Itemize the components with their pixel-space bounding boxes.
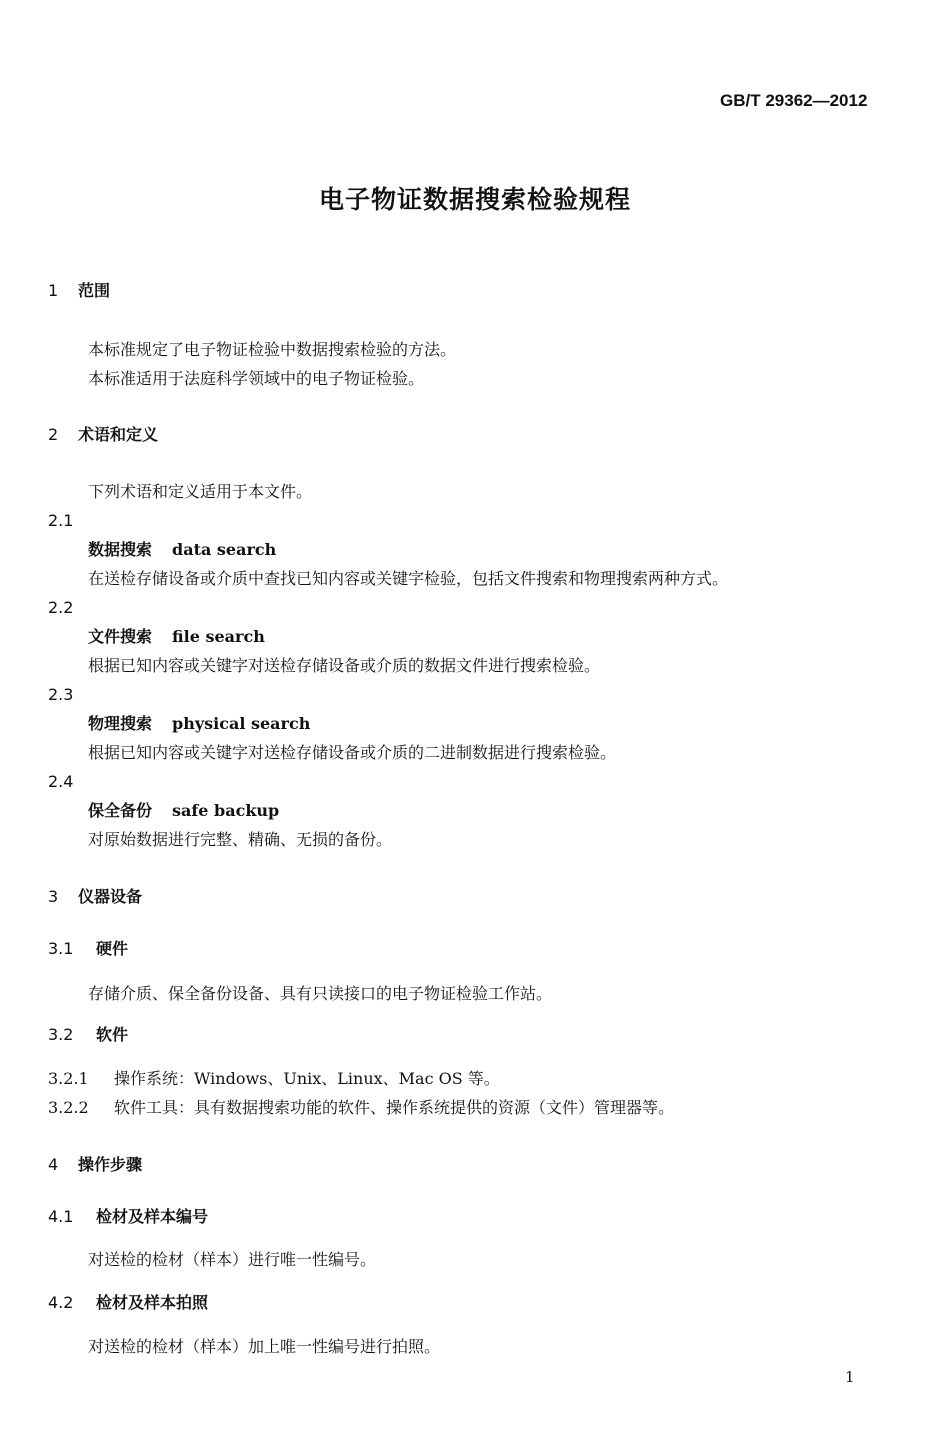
- subsection-4-1-heading: [48, 1209, 208, 1225]
- section-title: 术语和定义: [78, 425, 159, 444]
- section-number: 1: [48, 281, 59, 300]
- term-definition: 根据已知内容或关键字对送检存储设备或介质的二进制数据进行搜索检验。: [88, 743, 617, 762]
- paragraph: 下列术语和定义适用于本文件。: [88, 482, 313, 501]
- clause-3-2-2: [48, 1100, 674, 1116]
- term-definition: 对原始数据进行完整、精确、无损的备份。: [88, 830, 393, 849]
- section-title: 操作步骤: [78, 1155, 143, 1174]
- clause-text: 软件工具：具有数据搜索功能的软件、操作系统提供的资源（文件）管理器等。: [114, 1098, 675, 1117]
- section-number: 4: [48, 1155, 59, 1174]
- subsection-4-2-heading: [48, 1295, 208, 1311]
- subsection-number: 3.1: [48, 939, 74, 958]
- section-3-heading: [48, 889, 142, 905]
- subsection-title: 软件: [96, 1025, 129, 1044]
- term-heading: [88, 629, 265, 645]
- term-number: 2.2: [48, 598, 74, 617]
- section-title: 仪器设备: [78, 887, 143, 906]
- term-definition: 在送检存储设备或介质中查找已知内容或关键字检验，包括文件搜索和物理搜索两种方式。: [88, 569, 729, 588]
- subsection-number: 3.2: [48, 1025, 74, 1044]
- term-number: 2.3: [48, 685, 74, 704]
- term-en: safe backup: [172, 801, 280, 820]
- subsection-3-1-heading: [48, 941, 128, 957]
- paragraph: 对送检的检材（样本）加上唯一性编号进行拍照。: [88, 1337, 441, 1356]
- paragraph: 对送检的检材（样本）进行唯一性编号。: [88, 1250, 377, 1269]
- clause-number: 3.2.2: [48, 1098, 89, 1117]
- term-number: 2.4: [48, 772, 74, 791]
- term-heading: [88, 542, 276, 558]
- term-number: 2.1: [48, 511, 74, 530]
- subsection-title: 检材及样本拍照: [96, 1293, 209, 1312]
- subsection-title: 检材及样本编号: [96, 1207, 209, 1226]
- section-2-heading: [48, 427, 158, 443]
- term-zh: 数据搜索: [88, 540, 153, 559]
- subsection-number: 4.1: [48, 1207, 74, 1226]
- page-number: 1: [845, 1368, 855, 1386]
- subsection-3-2-heading: [48, 1027, 128, 1043]
- term-heading: [88, 803, 279, 819]
- term-en: file search: [172, 627, 265, 646]
- paragraph: 本标准适用于法庭科学领域中的电子物证检验。: [88, 369, 425, 388]
- term-en: physical search: [172, 714, 311, 733]
- term-en: data search: [172, 540, 277, 559]
- document-title: 电子物证数据搜索检验规程: [318, 185, 631, 214]
- term-zh: 物理搜索: [88, 714, 153, 733]
- term-zh: 文件搜索: [88, 627, 153, 646]
- term-heading: [88, 716, 310, 732]
- term-zh: 保全备份: [88, 801, 153, 820]
- subsection-title: 硬件: [96, 939, 129, 958]
- section-number: 3: [48, 887, 59, 906]
- term-definition: 根据已知内容或关键字对送检存储设备或介质的数据文件进行搜索检验。: [88, 656, 601, 675]
- clause-number: 3.2.1: [48, 1069, 89, 1088]
- standard-number: GB/T 29362—2012: [720, 91, 868, 110]
- subsection-number: 4.2: [48, 1293, 74, 1312]
- section-title: 范围: [78, 281, 111, 300]
- paragraph: 存储介质、保全备份设备、具有只读接口的电子物证检验工作站。: [88, 984, 553, 1003]
- section-number: 2: [48, 425, 59, 444]
- section-4-heading: [48, 1157, 142, 1173]
- clause-3-2-1: [48, 1071, 500, 1087]
- paragraph: 本标准规定了电子物证检验中数据搜索检验的方法。: [88, 340, 457, 359]
- clause-text: 操作系统：Windows、Unix、Linux、Mac OS 等。: [114, 1069, 500, 1088]
- section-1-heading: [48, 283, 110, 299]
